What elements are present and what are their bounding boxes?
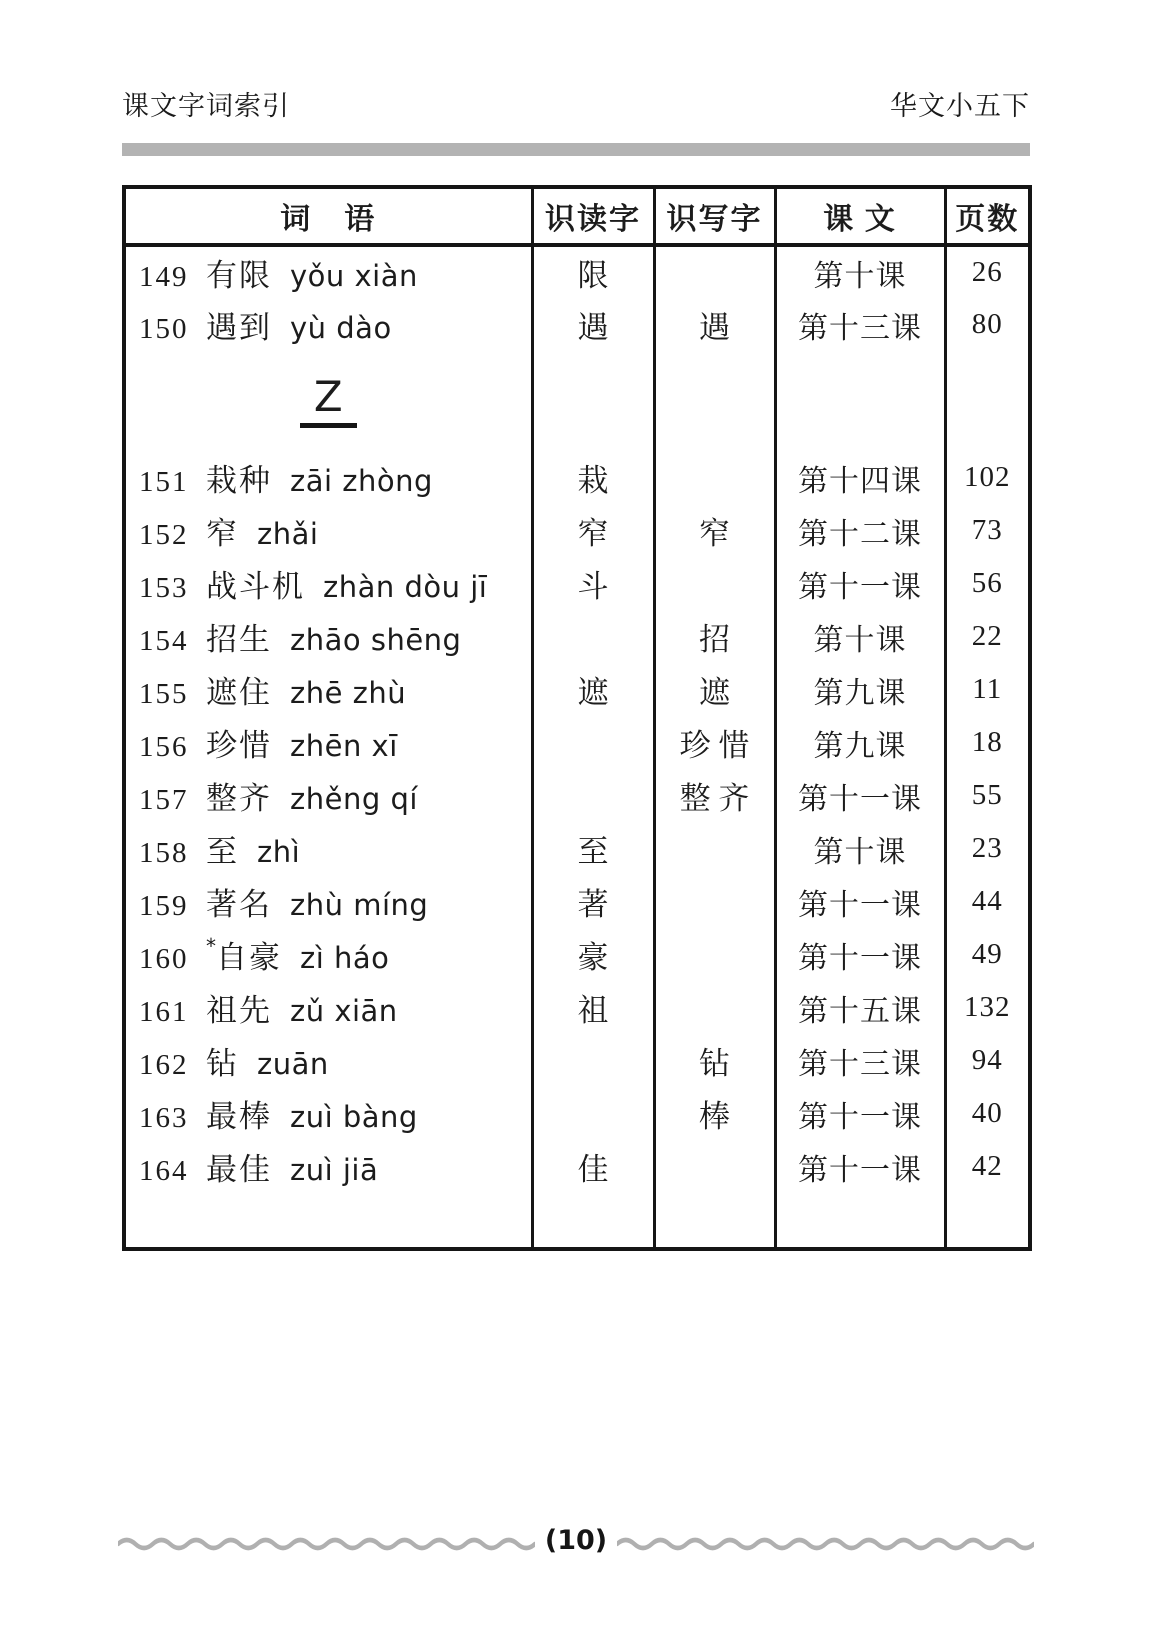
entry-lesson: 第十三课 [775, 1034, 945, 1087]
entry-write-char [654, 822, 775, 875]
entry-page: 56 [945, 557, 1030, 610]
entry-pinyin: zuì jiā [290, 1153, 379, 1187]
table-row [124, 245, 1030, 298]
entry-page: 44 [945, 875, 1030, 928]
entry-read-char: 栽 [532, 451, 654, 504]
entry-pinyin: zāi zhòng [290, 464, 433, 498]
entry-number: 155 [139, 678, 189, 710]
entry-number: 150 [139, 313, 189, 345]
entry-page: 80 [945, 298, 1030, 351]
entry-word: 战斗机 [206, 569, 305, 604]
entry-word: 遮住 [206, 675, 272, 710]
entry-number: 152 [139, 519, 189, 551]
entry-page: 11 [945, 663, 1030, 716]
entry-page: 132 [945, 981, 1030, 1034]
entry-number: 162 [139, 1049, 189, 1081]
entry-write-char [654, 928, 775, 981]
header-left-title: 课文字词索引 [122, 91, 290, 122]
entry-lesson: 第九课 [775, 663, 945, 716]
wave-line-right [617, 1534, 1034, 1551]
entry-number: 161 [139, 996, 189, 1028]
table-header-row [124, 187, 1030, 245]
entry-word: 有限 [206, 258, 272, 293]
entry-write-char: 招 [654, 610, 775, 663]
table-row [124, 1087, 1030, 1140]
entry-page: 42 [945, 1140, 1030, 1193]
entry-pinyin: yǒu xiàn [290, 259, 418, 293]
entry-number: 159 [139, 890, 189, 922]
entry-page: 73 [945, 504, 1030, 557]
entry-word: 珍惜 [206, 728, 272, 763]
entry-word: 著名 [206, 887, 272, 922]
entry-read-char: 遮 [532, 663, 654, 716]
entry-read-char: 至 [532, 822, 654, 875]
entry-read-char: 斗 [532, 557, 654, 610]
entry-page: 40 [945, 1087, 1030, 1140]
entry-read-char: 遇 [532, 298, 654, 351]
entry-write-char: 窄 [654, 504, 775, 557]
entry-pinyin: zhāo shēng [290, 623, 462, 657]
entry-write-char [654, 875, 775, 928]
table-row [124, 981, 1030, 1034]
column-header-lesson: 课 文 [775, 187, 945, 245]
header-rule-bar [122, 143, 1030, 156]
entry-lesson: 第十课 [775, 610, 945, 663]
entry-number: 160 [139, 943, 189, 975]
entry-word: 遇到 [206, 310, 272, 345]
table-row [124, 716, 1030, 769]
entry-number: 154 [139, 625, 189, 657]
vocabulary-index-table [122, 185, 1032, 1251]
entry-write-char [654, 451, 775, 504]
entry-word: 钻 [206, 1046, 239, 1081]
page-footer [118, 1527, 1034, 1558]
entry-read-char [532, 716, 654, 769]
entry-number: 158 [139, 837, 189, 869]
entry-pinyin: zhěng qí [290, 782, 418, 816]
entry-word: 至 [206, 834, 239, 869]
entry-pinyin: zhēn xī [290, 729, 398, 763]
entry-pinyin: zì háo [300, 941, 390, 975]
entry-pinyin: zhǎi [257, 517, 319, 551]
entry-word: 最棒 [206, 1099, 272, 1134]
table-row [124, 769, 1030, 822]
entry-asterisk: * [206, 934, 216, 958]
entry-write-char: 遇 [654, 298, 775, 351]
entry-write-char: 钻 [654, 1034, 775, 1087]
entry-page: 94 [945, 1034, 1030, 1087]
entry-word: 整齐 [206, 781, 272, 816]
entry-read-char: 祖 [532, 981, 654, 1034]
table-row [124, 822, 1030, 875]
entry-write-char: 整 齐 [654, 769, 775, 822]
table-row [124, 557, 1030, 610]
entry-pinyin: yù dào [290, 311, 392, 345]
entry-read-char: 佳 [532, 1140, 654, 1193]
entry-lesson: 第十四课 [775, 451, 945, 504]
entry-lesson: 第九课 [775, 716, 945, 769]
section-letter-row [124, 351, 1030, 451]
entry-word: 最佳 [206, 1152, 272, 1187]
table-row [124, 298, 1030, 351]
entry-page: 102 [945, 451, 1030, 504]
entry-pinyin: zǔ xiān [290, 994, 398, 1028]
entry-read-char [532, 769, 654, 822]
entry-number: 149 [139, 261, 189, 293]
entry-write-char: 珍 惜 [654, 716, 775, 769]
entry-word: 自豪 [216, 940, 282, 975]
entry-lesson: 第十一课 [775, 1140, 945, 1193]
entry-pinyin: zuì bàng [290, 1100, 418, 1134]
entry-pinyin: zhì [257, 835, 301, 869]
entry-page: 23 [945, 822, 1030, 875]
entry-lesson: 第十一课 [775, 875, 945, 928]
table-row [124, 875, 1030, 928]
table-row [124, 451, 1030, 504]
entry-read-char [532, 1034, 654, 1087]
table-row [124, 1034, 1030, 1087]
table-row [124, 928, 1030, 981]
entry-read-char [532, 610, 654, 663]
entry-pinyin: zuān [257, 1047, 329, 1081]
entry-write-char [654, 1140, 775, 1193]
entry-lesson: 第十课 [775, 245, 945, 298]
table-spacer-row [124, 1193, 1030, 1249]
table-row [124, 663, 1030, 716]
entry-word: 祖先 [206, 993, 272, 1028]
table-row [124, 1140, 1030, 1193]
entry-write-char: 遮 [654, 663, 775, 716]
entry-lesson: 第十二课 [775, 504, 945, 557]
entry-number: 151 [139, 466, 189, 498]
entry-read-char: 豪 [532, 928, 654, 981]
entry-read-char [532, 1087, 654, 1140]
entry-word: 窄 [206, 516, 239, 551]
entry-lesson: 第十五课 [775, 981, 945, 1034]
entry-page: 18 [945, 716, 1030, 769]
header-right-title: 华文小五下 [890, 91, 1030, 122]
entry-page: 55 [945, 769, 1030, 822]
table-row [124, 504, 1030, 557]
entry-number: 164 [139, 1155, 189, 1187]
entry-number: 163 [139, 1102, 189, 1134]
entry-page: 22 [945, 610, 1030, 663]
entry-write-char [654, 245, 775, 298]
entry-lesson: 第十一课 [775, 769, 945, 822]
column-header-write-char: 识写字 [654, 187, 775, 245]
entry-word: 招生 [206, 622, 272, 657]
entry-lesson: 第十一课 [775, 928, 945, 981]
entry-lesson: 第十一课 [775, 557, 945, 610]
entry-pinyin: zhē zhù [290, 676, 407, 710]
entry-read-char: 窄 [532, 504, 654, 557]
page-number: (10) [544, 1525, 608, 1556]
entry-pinyin: zhù míng [290, 888, 429, 922]
entry-lesson: 第十课 [775, 822, 945, 875]
entry-number: 156 [139, 731, 189, 763]
entry-page: 49 [945, 928, 1030, 981]
column-header-page: 页数 [945, 187, 1030, 245]
entry-read-char: 著 [532, 875, 654, 928]
wave-line-left [118, 1534, 535, 1551]
entry-lesson: 第十三课 [775, 298, 945, 351]
entry-pinyin: zhàn dòu jī [323, 570, 488, 604]
entry-lesson: 第十一课 [775, 1087, 945, 1140]
entry-number: 153 [139, 572, 189, 604]
entry-read-char: 限 [532, 245, 654, 298]
table-row [124, 610, 1030, 663]
entry-write-char [654, 557, 775, 610]
entry-write-char [654, 981, 775, 1034]
entry-page: 26 [945, 245, 1030, 298]
entry-number: 157 [139, 784, 189, 816]
section-letter: Z [300, 374, 357, 427]
column-header-read-char: 识读字 [532, 187, 654, 245]
page-header [122, 84, 1030, 123]
entry-write-char: 棒 [654, 1087, 775, 1140]
column-header-word: 词 语 [124, 187, 532, 245]
entry-word: 栽种 [206, 463, 272, 498]
